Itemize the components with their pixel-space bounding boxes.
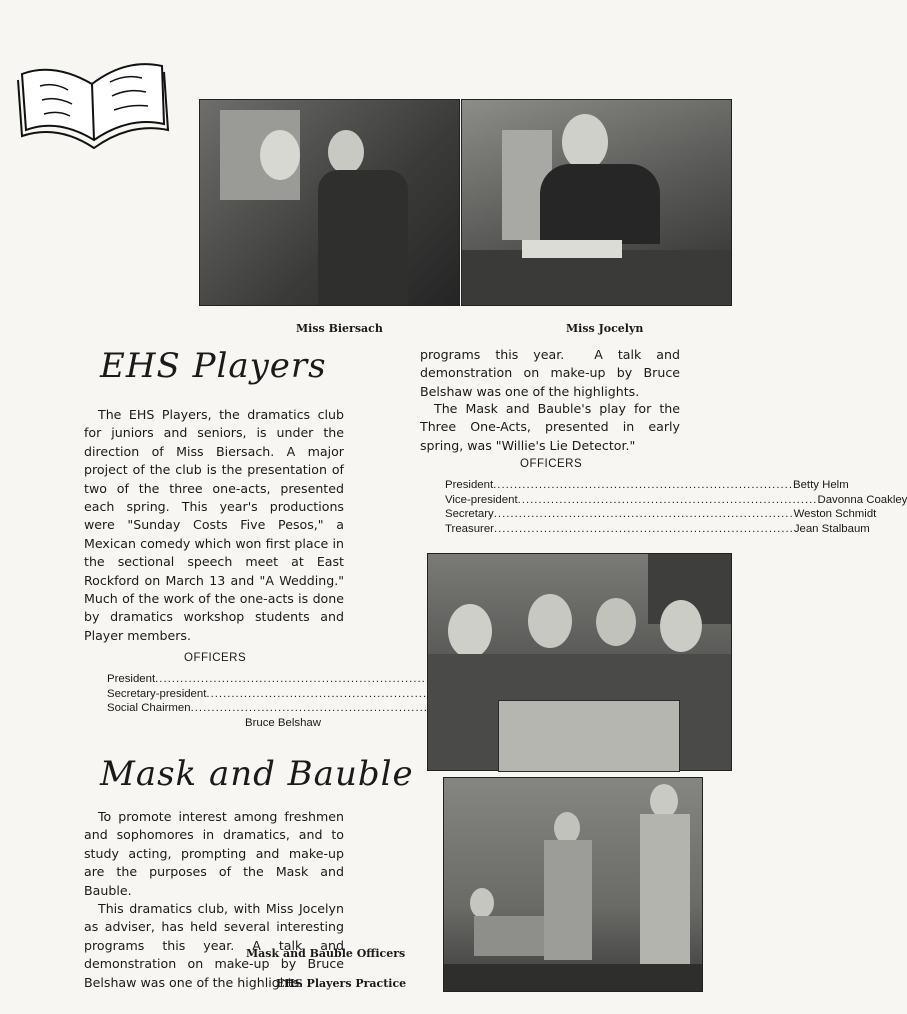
mask-paragraph-2: This dramatics club, with Miss Jocelyn as adviser, has held several interesting programs this year. A talk and demonstration on make-up by Bruce Belshaw was one of the highlights. <box>84 901 344 990</box>
miss-jocelyn-photo <box>461 99 732 306</box>
officer-row <box>445 507 877 522</box>
mask-officers-list <box>445 478 907 536</box>
mask-paragraph-3: The Mask and Bauble's play for the Three One-Acts, presented in early spring, was "Willie's Lie Detector." <box>420 401 680 453</box>
officer-row <box>445 522 870 537</box>
officer-name: Bruce Belshaw <box>245 716 321 729</box>
officer-name: Davonna Coakley <box>817 493 907 506</box>
officer-row <box>107 672 321 687</box>
officer-name: Jean Stalbaum <box>793 522 870 535</box>
officer-row <box>107 701 321 716</box>
officer-role: Social Chairmen <box>107 702 191 714</box>
players-officers-title: OFFICERS <box>184 652 247 664</box>
mask-paragraph-2-continued: programs this year. A talk and demonstration on make-up by Bruce Belshaw was one of the highlights. <box>420 347 680 399</box>
caption-mask-and-bauble-officers: Mask and Bauble Officers <box>246 947 406 960</box>
officer-role: Vice-president <box>445 493 518 506</box>
players-officers-list <box>107 672 321 730</box>
ehs-players-practice-photo <box>443 777 703 992</box>
mask-officers-photo <box>427 553 732 771</box>
officer-role: President <box>107 673 156 685</box>
open-book-icon <box>14 44 174 156</box>
ehs-players-heading: EHS Players <box>100 346 327 386</box>
officer-row <box>445 478 849 493</box>
officer-role: President <box>445 479 494 491</box>
leader-dots <box>518 493 818 508</box>
officer-row <box>107 716 321 731</box>
leader-dots <box>494 507 794 522</box>
officer-row <box>107 687 321 702</box>
caption-miss-jocelyn: Miss Jocelyn <box>566 322 644 335</box>
mask-and-bauble-heading: Mask and Bauble <box>100 754 414 794</box>
officer-role: Secretary-president <box>107 687 207 700</box>
miss-biersach-photo <box>199 99 460 306</box>
officer-role: Treasurer <box>445 522 494 535</box>
ehs-players-paragraph: The EHS Players, the dramatics club for juniors and seniors, is under the direction of Miss Biersach. A major project of the club is the presentation of two of the three one-acts, presented each spring. This year's productions were "Sunday Costs Five Pesos," a Mexican comedy which won first place in the sectional speech meet at East Rockford on March 13 and "A Wedding." Much of the work of the one-acts is done by dramatics workshop students and Player members. <box>84 407 344 643</box>
officer-row <box>445 493 907 508</box>
mask-officers-title: OFFICERS <box>520 458 583 470</box>
leader-dots <box>155 672 455 687</box>
officer-name: Weston Schmidt <box>793 508 877 520</box>
officer-name: Betty Helm <box>792 479 849 491</box>
leader-dots <box>494 522 794 537</box>
caption-miss-biersach: Miss Biersach <box>296 322 383 335</box>
officer-role: Secretary <box>445 508 494 520</box>
leader-dots <box>493 478 793 493</box>
mask-paragraph-1: To promote interest among freshmen and sophomores in dramatics, and to study acting, prompting and make-up are the purposes of the Mask and Bauble. <box>84 809 344 898</box>
caption-ehs-players-practice: EHS Players Practice <box>276 977 407 990</box>
